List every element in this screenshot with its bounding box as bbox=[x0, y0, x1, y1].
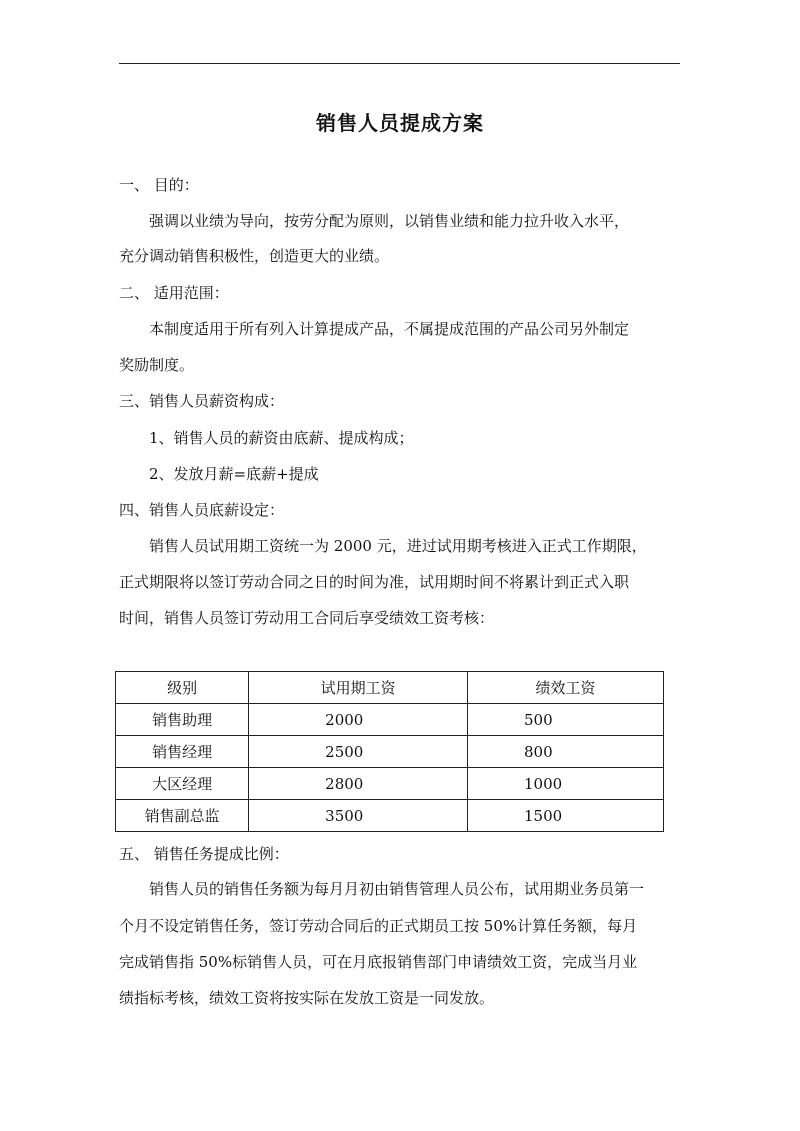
section-3-item-2: 2、发放月薪=底薪+提成 bbox=[149, 465, 319, 483]
section-5-paragraph-line-2: 个月不设定销售任务，签订劳动合同后的正式期员工按 50%计算任务额，每月 bbox=[119, 917, 638, 935]
header-rule bbox=[119, 63, 680, 64]
table-row bbox=[116, 704, 664, 736]
table-row bbox=[116, 800, 664, 832]
table-cell-level: 销售经理 bbox=[116, 736, 249, 768]
table-cell-performance-salary: 800 bbox=[467, 736, 663, 768]
table-header-cell: 绩效工资 bbox=[467, 672, 663, 704]
section-3-item-1: 1、销售人员的薪资由底薪、提成构成； bbox=[149, 429, 414, 447]
table-cell-probation-salary: 2500 bbox=[249, 736, 468, 768]
section-5-paragraph-line-3: 完成销售指 50%标销售人员，可在月底报销售部门申请绩效工资，完成当月业 bbox=[119, 953, 638, 971]
document-title: 销售人员提成方案 bbox=[316, 111, 484, 135]
section-2-paragraph-line-2: 奖励制度。 bbox=[119, 356, 195, 374]
table-cell-performance-salary: 1000 bbox=[467, 768, 663, 800]
section-4-paragraph-line-2: 正式期限将以签订劳动合同之日的时间为准，试用期时间不将累计到正式入职 bbox=[119, 573, 630, 591]
table-row bbox=[116, 736, 664, 768]
table-cell-probation-salary: 2800 bbox=[249, 768, 468, 800]
table-header-cell: 级别 bbox=[116, 672, 249, 704]
section-4-paragraph-line-1: 销售人员试用期工资统一为 2000 元，进过试用期考核进入正式工作期限， bbox=[149, 537, 647, 555]
salary-table bbox=[115, 671, 664, 832]
section-3-heading: 三、销售人员薪资构成： bbox=[119, 392, 285, 410]
section-4-paragraph-line-3: 时间，销售人员签订劳动用工合同后享受绩效工资考核： bbox=[119, 609, 495, 627]
table-row bbox=[116, 768, 664, 800]
table-cell-performance-salary: 1500 bbox=[467, 800, 663, 832]
table-cell-level: 大区经理 bbox=[116, 768, 249, 800]
table-cell-level: 销售助理 bbox=[116, 704, 249, 736]
table-cell-probation-salary: 2000 bbox=[249, 704, 468, 736]
table-cell-level: 销售副总监 bbox=[116, 800, 249, 832]
section-1-heading: 一、 目的： bbox=[119, 176, 199, 194]
table-header-row bbox=[116, 672, 664, 704]
section-2-heading: 二、 适用范围： bbox=[119, 284, 229, 302]
table-cell-performance-salary: 500 bbox=[467, 704, 663, 736]
table-cell-probation-salary: 3500 bbox=[249, 800, 468, 832]
section-1-paragraph-line-2: 充分调动销售积极性，创造更大的业绩。 bbox=[119, 247, 390, 265]
section-1-paragraph-line-1: 强调以业绩为导向，按劳分配为原则，以销售业绩和能力拉升收入水平， bbox=[149, 212, 630, 230]
section-2-paragraph-line-1: 本制度适用于所有列入计算提成产品，不属提成范围的产品公司另外制定 bbox=[149, 320, 630, 338]
section-5-heading: 五、 销售任务提成比例： bbox=[119, 845, 289, 863]
section-5-paragraph-line-1: 销售人员的销售任务额为每月月初由销售管理人员公布，试用期业务员第一 bbox=[149, 880, 645, 898]
section-4-heading: 四、销售人员底薪设定： bbox=[119, 501, 285, 519]
section-5-paragraph-line-4: 绩指标考核，绩效工资将按实际在发放工资是一同发放。 bbox=[119, 989, 495, 1007]
table-header-cell: 试用期工资 bbox=[249, 672, 468, 704]
